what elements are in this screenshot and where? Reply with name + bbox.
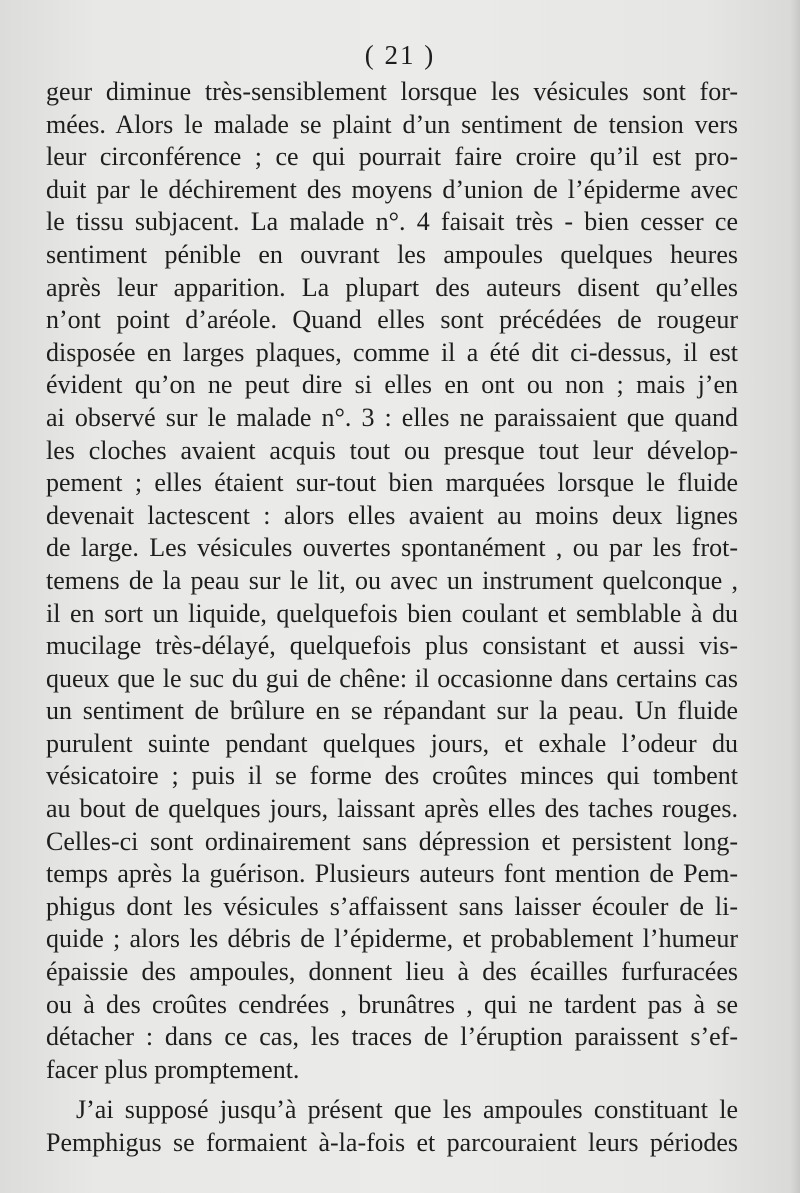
- text-line: purulent suinte pendant quelques jours, et exhale l’odeur du: [46, 728, 738, 758]
- text-line: de large. Les vésicules ouvertes spontanément , ou par les frot-: [46, 533, 738, 563]
- text-line: duit par le déchirement des moyens d’union de l’épiderme avec: [46, 174, 738, 204]
- text-line: le tissu subjacent. La malade n°. 4 faisait très - bien cesser ce: [46, 207, 738, 237]
- text-line: il en sort un liquide, quelquefois bien coulant et semblable à du: [46, 598, 738, 628]
- paragraph-start-line: J’ai supposé jusqu’à présent que les ampoules constituant le: [76, 1095, 738, 1125]
- text-line: ai observé sur le malade n°. 3 : elles ne paraissaient que quand: [46, 402, 738, 432]
- text-line: geur diminue très-sensiblement lorsque les vésicules sont for-: [46, 77, 738, 106]
- text-line: phigus dont les vésicules s’affaissent sans laisser écouler de li-: [46, 891, 738, 921]
- text-line: pement ; elles étaient sur-tout bien marquées lorsque le fluide: [46, 468, 738, 498]
- body-text: [46, 76, 738, 1160]
- paragraph-end-line: facer plus promptement.: [46, 1054, 300, 1084]
- text-line: mées. Alors le malade se plaint d’un sentiment de tension vers: [46, 109, 738, 139]
- text-line: après leur apparition. La plupart des auteurs disent qu’elles: [46, 272, 738, 302]
- text-line: temens de la peau sur le lit, ou avec un instrument quelconque ,: [46, 565, 738, 595]
- text-line: Pemphigus se formaient à-la-fois et parcouraient leurs périodes: [46, 1128, 738, 1157]
- page-number: ( 21 ): [364, 40, 436, 70]
- text-line: queux que le suc du gui de chêne: il occasionne dans certains cas: [46, 663, 738, 693]
- text-line: Celles-ci sont ordinairement sans dépression et persistent long-: [46, 826, 738, 856]
- page-edge-shadow: [790, 0, 800, 1193]
- text-line: disposée en larges plaques, comme il a été dit ci-dessus, il est: [46, 337, 738, 367]
- text-line: évident qu’on ne peut dire si elles en ont ou non ; mais j’en: [46, 370, 738, 400]
- text-line: au bout de quelques jours, laissant après elles des taches rouges.: [46, 794, 738, 824]
- text-line: temps après la guérison. Plusieurs auteurs font mention de Pem-: [46, 859, 738, 889]
- text-line: ou à des croûtes cendrées , brunâtres , qui ne tardent pas à se: [46, 989, 738, 1019]
- text-line: leur circonférence ; ce qui pourrait faire croire qu’il est pro-: [46, 142, 738, 172]
- text-line: n’ont point d’aréole. Quand elles sont précédées de rougeur: [46, 305, 738, 335]
- text-line: vésicatoire ; puis il se forme des croûtes minces qui tombent: [46, 761, 738, 791]
- text-line: quide ; alors les débris de l’épiderme, et probablement l’humeur: [46, 924, 738, 954]
- text-line: les cloches avaient acquis tout ou presque tout leur dévelop-: [46, 435, 738, 465]
- text-line: mucilage très-délayé, quelquefois plus consistant et aussi vis-: [46, 631, 738, 661]
- text-line: devenait lactescent : alors elles avaient au moins deux lignes: [46, 500, 738, 530]
- text-line: épaissie des ampoules, donnent lieu à des écailles furfuracées: [46, 957, 738, 987]
- text-line: un sentiment de brûlure en se répandant sur la peau. Un fluide: [46, 696, 738, 726]
- text-line: sentiment pénible en ouvrant les ampoules quelques heures: [46, 239, 738, 269]
- text-line: détacher : dans ce cas, les traces de l’éruption paraissent s’ef-: [46, 1022, 738, 1052]
